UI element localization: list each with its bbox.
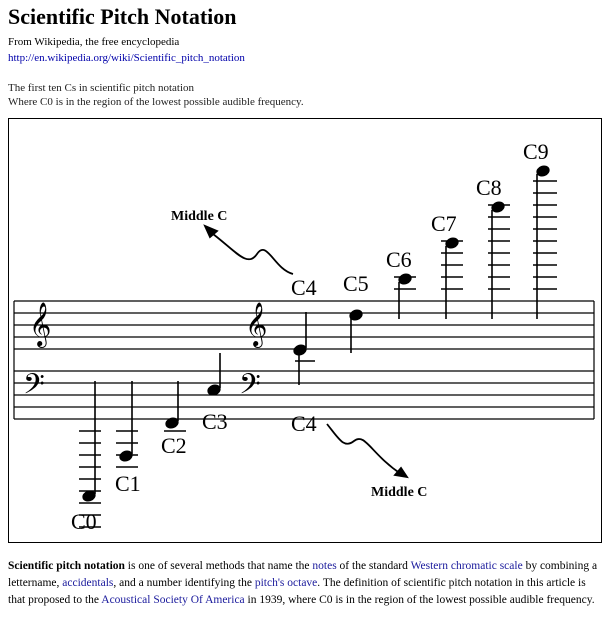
- term-bold: Scientific pitch notation: [8, 560, 125, 572]
- note-c8: [491, 201, 505, 214]
- para-text: of the standard: [336, 560, 411, 572]
- link-chromatic-scale[interactable]: chromatic scale: [450, 560, 523, 572]
- bass-clef-icon: 𝄢: [23, 370, 45, 407]
- page-title: Scientific Pitch Notation: [8, 4, 237, 29]
- para-text: by combining a lettername,: [8, 560, 598, 589]
- middle-c-label-bottom: Middle C: [371, 485, 428, 500]
- arrow-top-icon: [205, 226, 293, 274]
- label-c4-top: C4: [291, 275, 317, 300]
- label-c3: C3: [202, 409, 228, 434]
- label-c8: C8: [476, 175, 502, 200]
- label-c6: C6: [386, 247, 412, 272]
- label-c0: C0: [71, 509, 97, 534]
- link-accidentals[interactable]: accidentals: [62, 577, 114, 589]
- link-notes[interactable]: notes: [312, 560, 337, 572]
- label-c1: C1: [115, 471, 141, 496]
- label-c7: C7: [431, 211, 457, 236]
- link-acoustical-society[interactable]: Acoustical Society Of America: [101, 594, 245, 606]
- bass-clef-icon: 𝄢: [239, 370, 261, 407]
- arrow-bottom-icon: [327, 424, 407, 477]
- label-c2: C2: [161, 433, 187, 458]
- note-c3: [207, 384, 221, 397]
- para-text: . The definition of scientific pitch notation in this article is that proposed to the: [8, 577, 586, 606]
- source-url-link[interactable]: http://en.wikipedia.org/wiki/Scientific_pitch_notation: [8, 52, 245, 64]
- note-c7: [445, 237, 459, 250]
- intro-paragraph: [8, 558, 598, 609]
- label-c4-bottom: C4: [291, 411, 317, 436]
- label-c5: C5: [343, 271, 369, 296]
- link-western[interactable]: Western: [410, 560, 448, 572]
- treble-clef-icon: 𝄞: [245, 304, 268, 346]
- note-c9: [536, 165, 550, 178]
- link-pitch-octave[interactable]: pitch's octave: [254, 577, 318, 589]
- figure-border-bottom: [8, 542, 602, 543]
- para-text: , and a number identifying the: [113, 577, 255, 589]
- staff-diagram: [9, 119, 603, 544]
- para-text: in 1939, where C0 is in the region of the lowest possible audible frequency.: [244, 594, 595, 606]
- note-c1: [119, 450, 133, 463]
- note-c4-treble: [293, 344, 307, 357]
- para-text: is one of several methods that name the: [124, 560, 313, 572]
- figure-caption-line2: Where C0 is in the region of the lowest possible audible frequency.: [8, 96, 304, 108]
- figure-caption-line1: The first ten Cs in scientific pitch notation: [8, 82, 195, 94]
- label-c9: C9: [523, 139, 549, 164]
- middle-c-label-top: Middle C: [171, 209, 228, 224]
- source-line: From Wikipedia, the free encyclopedia: [8, 36, 180, 48]
- note-c6: [398, 273, 412, 286]
- notation-figure: [8, 118, 602, 543]
- treble-clef-icon: 𝄞: [29, 304, 52, 346]
